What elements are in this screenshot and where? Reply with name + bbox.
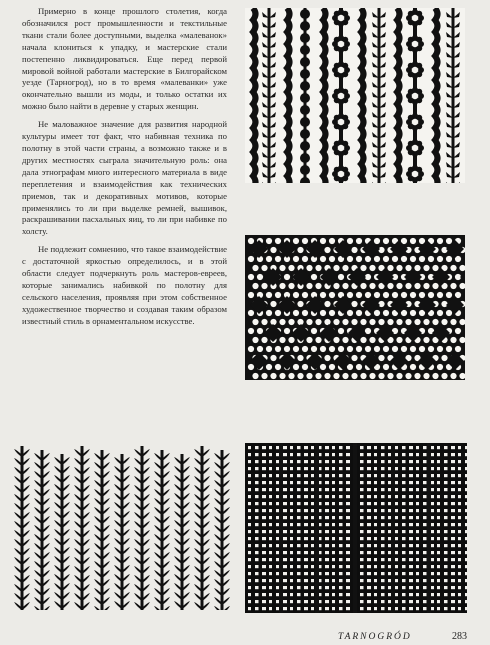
print-pattern-stripes-stars — [245, 8, 465, 183]
footer-place-name: TARNOGRÓD — [338, 632, 412, 642]
print-pattern-dark-grid — [245, 443, 467, 613]
paragraph-2: Не маловажное значение для развития народной культуры имеет тот факт, что набивная техника по полотну в этой части страны, а возможно также и в других местностях сыграла значительную роль: она дала этнографам много интересного материала в виде переплетения и взаимодействия как технических приемов, так и декоративных мотивов, которые применялись то ли при выделке ремней, вышивок, раскрашивании пасхальных яиц, то ли при набивке по холсту. — [22, 119, 227, 237]
page-number: 283 — [452, 631, 467, 642]
paragraph-1: Примерно в конце прошлого столетия, когда обозначился рост промышленности и текстильные ткани стали более доступными, выделка «малеванок» начала клониться к упадку, и мастерские стали постепенно ликвидироваться. Еще перед первой мировой войной работали мастерские в Билгорайском уезде (Тарногрод), но в то время «малеванки» уже окончательно вышли из моды, и только остатки их можно было найти в деревне у старых женщин. — [22, 6, 227, 112]
print-pattern-dots-diamonds — [245, 235, 465, 380]
article-text — [22, 6, 227, 334]
paragraph-3: Не подлежит сомнению, что такое взаимодействие с достаточной яркостью определилось, и в этой области следует подчеркнуть роль мастеров-евреев, которые занимались набивкой по полотну для сельского населения, проявляя при этом собственное художественное творчество и создавая таким образом известный стиль в орнаментальном искусстве. — [22, 244, 227, 326]
print-pattern-leaf-columns — [12, 440, 234, 610]
